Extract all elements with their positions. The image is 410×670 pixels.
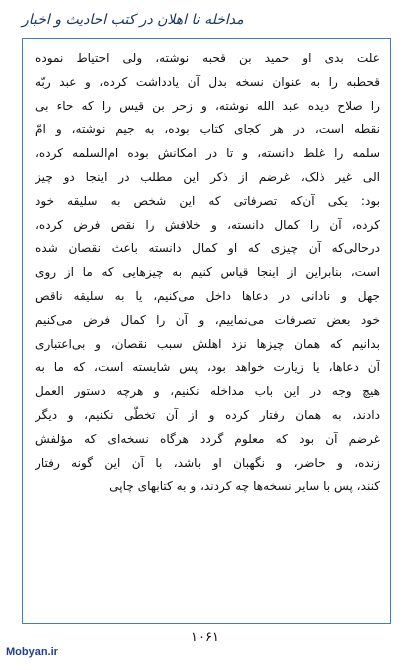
body-text-line: درحالی‌که آن چیزی که او کمال دانسته باعث نقصان شده [35,241,380,256]
body-text-line: هیچ وجه در این باب مداخله نکنیم، و هرچه دستور العمل [35,384,380,399]
body-text-line: سلمه را غلط دانسته، و تا در امکانش بوده ام‌السلمه کرده، [35,146,380,161]
body-text-line: بود: یکی آن‌که تصرفاتی که این شخص به سلیقه خود [35,193,380,208]
body-text-line: کرده، آن را کمال دانسته، و خلافش را نقص فرض کرده، [35,217,380,232]
page-number: ۱۰۶۱ [191,630,219,645]
site-watermark: Mobyan.ir [6,646,58,658]
body-text-line: بدانیم که همان چیزها نزد اهلش سبب نقصان، و بی‌اعتباری [35,336,380,351]
body-text-line: جهل و نادانی در دعاها داخل می‌کنیم، یا به سلیقه ناقص [35,288,380,303]
body-text-line: قحطبه را به عنوان نسخه بدل آن یادداشت کرده، و عبد ربّه [35,74,380,89]
body-text-line: غرضم آن بود که معلوم گردد هرگاه نسخه‌ای که مؤلفش [35,431,380,446]
body-text-line: خود بعض تصرفات می‌نماییم، و آن را کمال فرض می‌کنیم [35,312,380,327]
body-text-line: آن دعاها، یا زیارت خواهد بود، پس شایسته است، که ما به [35,360,380,375]
body-text-line: را صلاح دیده عبد الله نوشته، و زحر بن قیس را که حاء بی [35,98,380,113]
body-text-line: الی غیر ذلک، غرضم از ذکر این مطلب در اینجا دو چیز [35,169,380,184]
page-header [22,8,388,38]
body-text-line: نقطه است، در هر کجای کتاب بوده، به جیم نوشته، و امّ [35,122,380,137]
body-text-line: دادند، به همان رفتار کرده و از آن تخطّی نکنیم، و دیگر [35,407,380,422]
body-text-line: است، بنابراین از اینجا قیاس کنیم به چیزهایی که ما از روی [35,265,380,280]
running-header-title: مداخله نا اهلان در کتب احادیث و اخبار [22,12,244,28]
body-text-line: کنند، پس با سایر نسخه‌ها چه کردند، و به کتابهای چاپی [109,479,380,494]
body-text-line: علت بدی او حمید بن قحبه نوشته، ولی احتیاط نموده [35,51,380,65]
body-text-line: زنده، و حاضر، و نگهبان او باشد، با آن این گونه رفتار [35,455,380,470]
text-frame [22,38,391,624]
